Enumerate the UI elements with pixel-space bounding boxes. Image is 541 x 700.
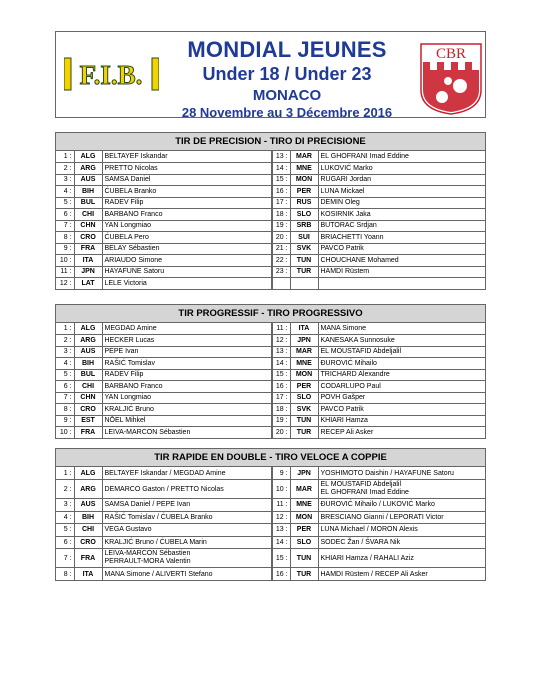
entry-number: 18 : — [272, 404, 290, 416]
cbr-logo-text: CBR — [435, 46, 467, 62]
entry-number: 10 : — [56, 255, 74, 267]
entry-number: 4 : — [56, 358, 74, 370]
entry-number: 5 : — [56, 197, 74, 209]
entry-number: 22 : — [272, 255, 290, 267]
table-row — [56, 415, 485, 427]
player-name: RUGARI Jordan — [318, 174, 485, 186]
player-name: ĐUROVIĆ Mihailo / LUKOVIĆ Marko — [318, 499, 485, 512]
table-row — [56, 255, 485, 267]
player-name: RADEV Filip — [102, 369, 272, 381]
entry-number: 7 : — [56, 220, 74, 232]
player-name: LUKOVIĆ Marko — [318, 163, 485, 175]
table-row — [56, 197, 485, 209]
entry-number: 9 : — [56, 243, 74, 255]
country-code: FRA — [74, 427, 102, 439]
table-row — [56, 186, 485, 198]
player-name: BARBANO Franco — [102, 209, 272, 221]
country-code: PER — [290, 524, 318, 537]
country-code: AUS — [74, 499, 102, 512]
entry-number: 12 : — [56, 278, 74, 290]
entry-number — [272, 278, 290, 290]
precision-table — [56, 151, 485, 289]
player-name: BELAY Sébastien — [102, 243, 272, 255]
country-code: TUR — [290, 266, 318, 278]
entry-number: 2 : — [56, 335, 74, 347]
table-row — [56, 427, 485, 439]
player-name: LEIVA-MARCON Sébastien — [102, 427, 272, 439]
player-name: YOSHIMOTO Daishin / HAYAFUNE Satoru — [318, 467, 485, 480]
country-code: MAR — [290, 151, 318, 163]
table-row — [56, 480, 485, 499]
country-code: SLO — [290, 209, 318, 221]
entry-number: 19 : — [272, 220, 290, 232]
player-name: RECEP Ali Asker — [318, 427, 485, 439]
player-name: KHIARI Hamza / RAHALI Aziz — [318, 549, 485, 568]
table-row — [56, 232, 485, 244]
country-code: AUS — [74, 174, 102, 186]
player-name: HAMDI Rüstem — [318, 266, 485, 278]
player-name: HAYAFUNE Satoru — [102, 266, 272, 278]
player-name: DEMARCO Gaston / PRETTO Nicolas — [102, 480, 272, 499]
country-code: FRA — [74, 549, 102, 568]
entry-number: 19 : — [272, 415, 290, 427]
entry-number: 16 : — [272, 381, 290, 393]
section-rapide-double — [55, 448, 486, 581]
entry-number: 14 : — [272, 358, 290, 370]
player-name: YAN Longmiao — [102, 392, 272, 404]
player-name: ĆUBELA Branko — [102, 186, 272, 198]
entry-number: 21 : — [272, 243, 290, 255]
country-code: JPN — [290, 467, 318, 480]
player-name: EL GHOFRANI Imad Eddine — [318, 151, 485, 163]
table-row — [56, 536, 485, 549]
entry-number: 6 : — [56, 381, 74, 393]
country-code: RUS — [290, 197, 318, 209]
event-city: MONACO — [252, 87, 322, 104]
player-name: KRALJIĆ Bruno — [102, 404, 272, 416]
entry-number: 13 : — [272, 151, 290, 163]
player-name: PRETTO Nicolas — [102, 163, 272, 175]
player-name: LUNA Mickael — [318, 186, 485, 198]
country-code: CHI — [74, 524, 102, 537]
country-code: ARG — [74, 163, 102, 175]
entry-number: 8 : — [56, 232, 74, 244]
country-code: ITA — [74, 255, 102, 267]
event-title: MONDIAL JEUNES — [187, 37, 387, 62]
player-name: BARBANO Franco — [102, 381, 272, 393]
country-code: CRO — [74, 536, 102, 549]
cbr-logo — [418, 40, 484, 116]
player-name: ARIAUDO Simone — [102, 255, 272, 267]
player-name-line: EL MOUSTAFID Abdeljalil — [320, 481, 402, 488]
player-name: MANA Simone — [318, 323, 485, 335]
country-code: ALG — [74, 467, 102, 480]
country-code: MAR — [290, 346, 318, 358]
table-row — [56, 220, 485, 232]
player-name: RADEV Filip — [102, 197, 272, 209]
player-name: EL MOUSTAFID Abdeljalil — [318, 346, 485, 358]
country-code: MNE — [290, 358, 318, 370]
table-row — [56, 369, 485, 381]
entry-number: 5 : — [56, 524, 74, 537]
entry-number: 6 : — [56, 209, 74, 221]
player-name: BUTORAC Srdjan — [318, 220, 485, 232]
player-name: HAMDI Rüstem / RECEP Ali Asker — [318, 568, 485, 581]
entry-number: 2 : — [56, 480, 74, 499]
table-row — [56, 568, 485, 581]
player-name: VEGA Gustavo — [102, 524, 272, 537]
player-name: SODEC Žan / ŠVARA Nik — [318, 536, 485, 549]
player-name: LUNA Michael / MORON Alexis — [318, 524, 485, 537]
section-title: TIR RAPIDE EN DOUBLE - TIRO VELOCE A COPPIE — [56, 449, 485, 467]
player-name: ĆUBELA Pero — [102, 232, 272, 244]
fib-logo — [64, 54, 159, 94]
table-row — [56, 524, 485, 537]
entry-number: 7 : — [56, 392, 74, 404]
entry-number: 7 : — [56, 549, 74, 568]
player-name: MEGDAD Amine — [102, 323, 272, 335]
country-code: BIH — [74, 511, 102, 524]
entry-number: 3 : — [56, 174, 74, 186]
entry-number: 15 : — [272, 174, 290, 186]
fib-logo-text: F.I.B. — [79, 60, 143, 90]
player-name: TRICHARD Alexandre — [318, 369, 485, 381]
player-name: PAVCO Patrik — [318, 243, 485, 255]
country-code: MNE — [290, 499, 318, 512]
entry-number: 17 : — [272, 197, 290, 209]
player-name: SAMSA Daniel — [102, 174, 272, 186]
country-code: CHN — [74, 220, 102, 232]
player-name: RAŠIĆ Tomislav — [102, 358, 272, 370]
entry-number: 9 : — [272, 467, 290, 480]
country-code: LAT — [74, 278, 102, 290]
entry-number: 14 : — [272, 163, 290, 175]
table-row — [56, 278, 485, 290]
country-code: BUL — [74, 197, 102, 209]
entry-number: 8 : — [56, 568, 74, 581]
entry-number: 5 : — [56, 369, 74, 381]
country-code: SVK — [290, 404, 318, 416]
section-title: TIR DE PRECISION - TIRO DI PRECISIONE — [56, 133, 485, 151]
entry-number: 15 : — [272, 549, 290, 568]
player-name: RAŠIĆ Tomislav / ĆUBELA Branko — [102, 511, 272, 524]
table-row — [56, 323, 485, 335]
country-code: ARG — [74, 480, 102, 499]
player-name: SAMSA Daniel / PEPE Ivan — [102, 499, 272, 512]
table-row — [56, 404, 485, 416]
table-row — [56, 467, 485, 480]
entry-number: 20 : — [272, 232, 290, 244]
country-code: CHN — [74, 392, 102, 404]
country-code: TUN — [290, 415, 318, 427]
player-name: CHOUCHANE Mohamed — [318, 255, 485, 267]
player-name: BELTAYEF Iskandar — [102, 151, 272, 163]
entry-number: 11 : — [272, 499, 290, 512]
entry-number: 9 : — [56, 415, 74, 427]
player-name — [318, 480, 485, 499]
header-titles — [156, 32, 418, 120]
entry-number: 11 : — [56, 266, 74, 278]
entry-number: 3 : — [56, 499, 74, 512]
player-name: KOSIRNIK Jaka — [318, 209, 485, 221]
entry-number: 1 : — [56, 151, 74, 163]
entry-number: 17 : — [272, 392, 290, 404]
country-code: BIH — [74, 358, 102, 370]
table-row — [56, 392, 485, 404]
player-name: PAVCO Patrik — [318, 404, 485, 416]
player-name: LELE Victoria — [102, 278, 272, 290]
country-code: MON — [290, 174, 318, 186]
event-dates: 28 Novembre au 3 Décembre 2016 — [181, 105, 393, 120]
country-code: SLO — [290, 536, 318, 549]
table-row — [56, 266, 485, 278]
country-code: AUS — [74, 346, 102, 358]
country-code: BUL — [74, 369, 102, 381]
entry-number: 1 : — [56, 467, 74, 480]
table-row — [56, 549, 485, 568]
country-code: EST — [74, 415, 102, 427]
entry-number: 20 : — [272, 427, 290, 439]
player-name: POVH Gašper — [318, 392, 485, 404]
section-precision — [55, 132, 486, 290]
country-code: CHI — [74, 381, 102, 393]
table-row — [56, 358, 485, 370]
player-name: KRALJIĆ Bruno / ĆUBELA Marin — [102, 536, 272, 549]
player-name — [318, 278, 485, 290]
country-code — [290, 278, 318, 290]
section-title: TIR PROGRESSIF - TIRO PROGRESSIVO — [56, 305, 485, 323]
table-row — [56, 335, 485, 347]
player-name: YAN Longmiao — [102, 220, 272, 232]
country-code: SRB — [290, 220, 318, 232]
entry-number: 18 : — [272, 209, 290, 221]
entry-number: 6 : — [56, 536, 74, 549]
entry-number: 3 : — [56, 346, 74, 358]
player-name: NÕEL Mihkel — [102, 415, 272, 427]
country-code: CRO — [74, 232, 102, 244]
player-name: CODARLUPO Paul — [318, 381, 485, 393]
country-code: CHI — [74, 209, 102, 221]
table-row — [56, 163, 485, 175]
entry-number: 10 : — [56, 427, 74, 439]
table-row — [56, 243, 485, 255]
table-row — [56, 209, 485, 221]
entry-number: 1 : — [56, 323, 74, 335]
table-row — [56, 499, 485, 512]
entry-number: 15 : — [272, 369, 290, 381]
entry-number: 23 : — [272, 266, 290, 278]
country-code: TUR — [290, 568, 318, 581]
country-code: PER — [290, 186, 318, 198]
country-code: MNE — [290, 163, 318, 175]
player-name: PEPE Ivan — [102, 346, 272, 358]
player-name: BRESCIANO Gianni / LEPORATI Victor — [318, 511, 485, 524]
rapide-double-table — [56, 467, 485, 580]
player-name: KHIARI Hamza — [318, 415, 485, 427]
player-name-line: PERRAULT-MORA Valentin — [104, 558, 191, 565]
country-code: ITA — [290, 323, 318, 335]
table-row — [56, 151, 485, 163]
event-header — [55, 31, 486, 118]
country-code: ARG — [74, 335, 102, 347]
entry-number: 11 : — [272, 323, 290, 335]
player-name-line: EL GHOFRANI Imad Eddine — [320, 489, 409, 496]
country-code: TUR — [290, 427, 318, 439]
player-name: MANA Simone / ALIVERTI Stefano — [102, 568, 272, 581]
country-code: CRO — [74, 404, 102, 416]
country-code: FRA — [74, 243, 102, 255]
country-code: MAR — [290, 480, 318, 499]
entry-number: 13 : — [272, 346, 290, 358]
entry-number: 13 : — [272, 524, 290, 537]
country-code: JPN — [290, 335, 318, 347]
entry-number: 4 : — [56, 511, 74, 524]
table-row — [56, 511, 485, 524]
event-subtitle: Under 18 / Under 23 — [202, 64, 372, 84]
country-code: ALG — [74, 151, 102, 163]
country-code: SUI — [290, 232, 318, 244]
country-code: MON — [290, 369, 318, 381]
player-name: ĐUROVIĆ Mihailo — [318, 358, 485, 370]
country-code: ITA — [74, 568, 102, 581]
player-name-line: LEIVA-MARCON Sébastien — [104, 550, 191, 557]
entry-number: 8 : — [56, 404, 74, 416]
player-name: DEMIN Oleg — [318, 197, 485, 209]
entry-number: 16 : — [272, 186, 290, 198]
entry-number: 14 : — [272, 536, 290, 549]
country-code: MON — [290, 511, 318, 524]
progressif-table — [56, 323, 485, 438]
section-progressif — [55, 304, 486, 439]
player-name: BRIACHETTI Yoann — [318, 232, 485, 244]
country-code: TUN — [290, 255, 318, 267]
entry-number: 10 : — [272, 480, 290, 499]
country-code: SVK — [290, 243, 318, 255]
country-code: BIH — [74, 186, 102, 198]
table-row — [56, 346, 485, 358]
table-row — [56, 174, 485, 186]
country-code: PER — [290, 381, 318, 393]
player-name — [102, 549, 272, 568]
entry-number: 4 : — [56, 186, 74, 198]
table-row — [56, 381, 485, 393]
player-name: BELTAYEF Iskandar / MEGDAD Amine — [102, 467, 272, 480]
country-code: ALG — [74, 323, 102, 335]
country-code: JPN — [74, 266, 102, 278]
country-code: TUN — [290, 549, 318, 568]
entry-number: 2 : — [56, 163, 74, 175]
entry-number: 12 : — [272, 511, 290, 524]
player-name: HECKER Lucas — [102, 335, 272, 347]
entry-number: 16 : — [272, 568, 290, 581]
entry-number: 12 : — [272, 335, 290, 347]
country-code: SLO — [290, 392, 318, 404]
player-name: KANESAKA Sunnosuke — [318, 335, 485, 347]
